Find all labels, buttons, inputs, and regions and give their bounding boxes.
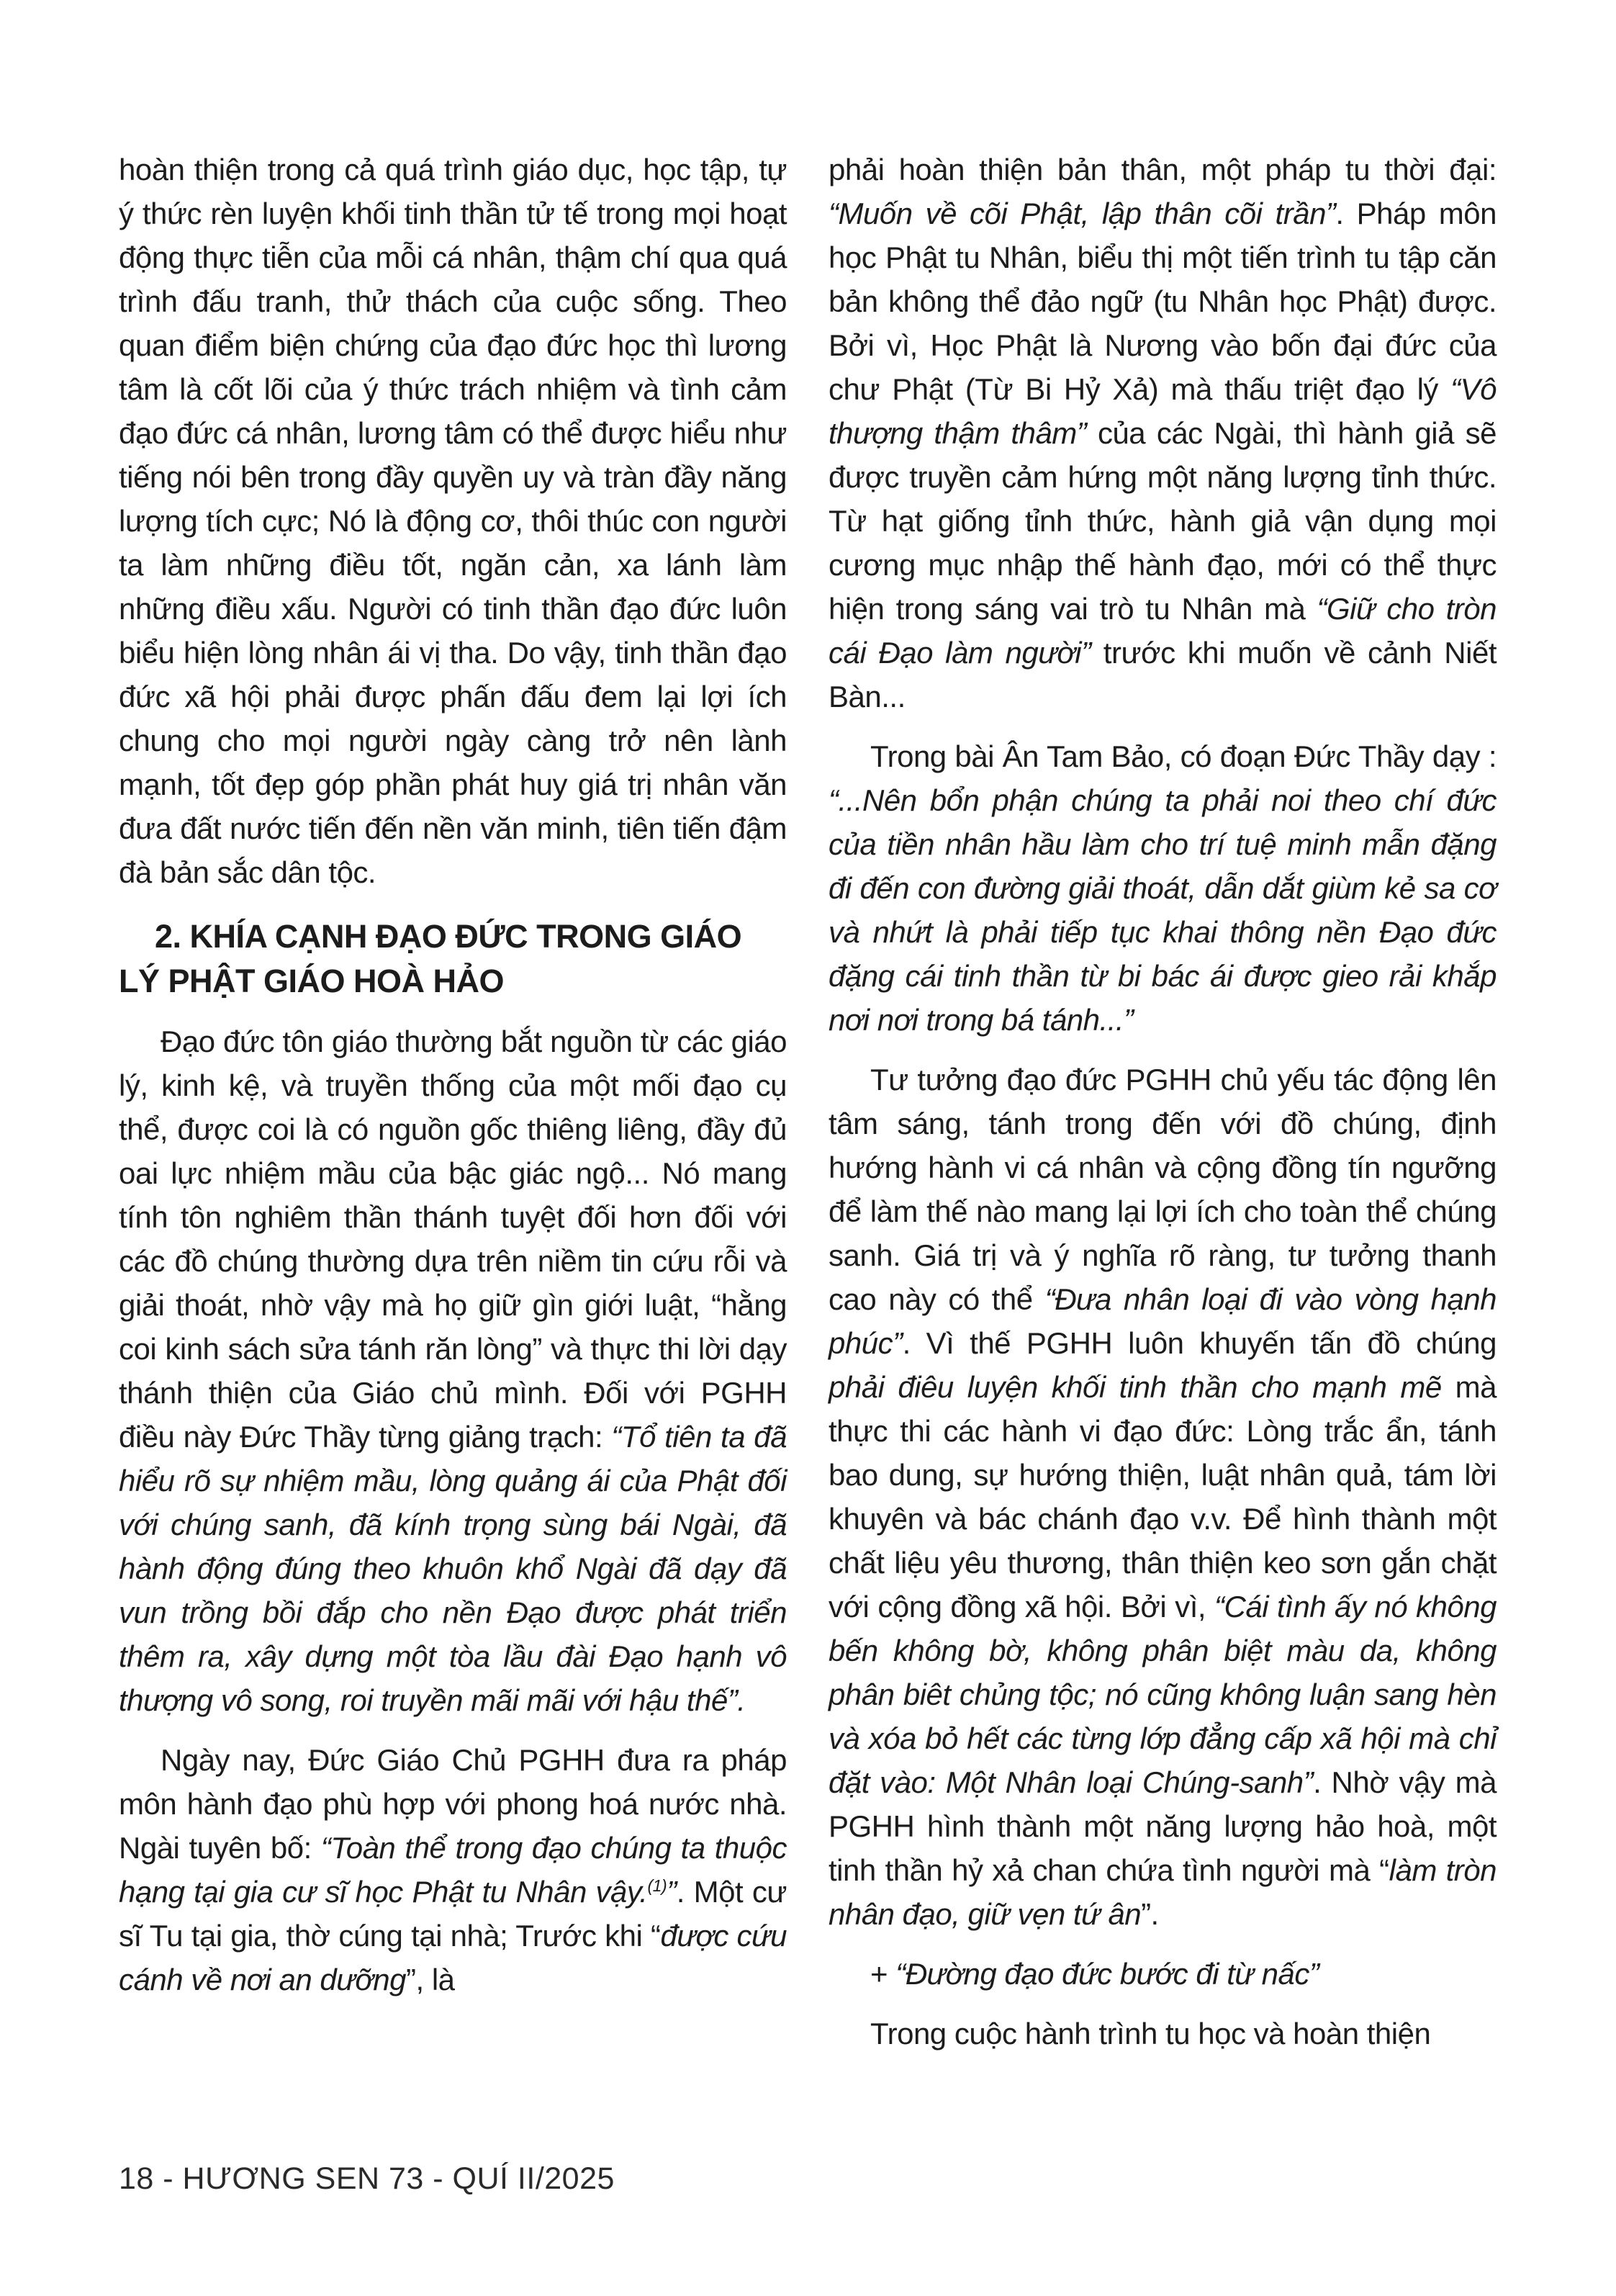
body-text: Trong bài Ân Tam Bảo, có đoạn Đức Thầy dạy : [870, 739, 1497, 773]
paragraph [829, 2012, 1497, 2056]
quoted-italic-text: “Vô thượng thậm thâm” [829, 372, 1497, 450]
body-text: ”, là [406, 1963, 455, 1996]
quoted-italic-text: “Muốn về cõi Phật, lập thân cõi trần” [829, 197, 1336, 230]
paragraph [829, 734, 1497, 1042]
quoted-italic-text: “Tổ tiên ta đã hiểu rõ sự nhiệm mầu, lòng quảng ái của Phật đối với chúng sanh, đã kính trọng sùng bái Ngài, đã hành động đúng theo khuôn khổ Ngài đã dạy đã vun trồng bồi đắp cho nền Đạo được phát triển thêm ra, xây dựng một tòa lầu đài Đạo hạnh vô thượng vô song, roi truyền mãi mãi với hậu thế”. [119, 1420, 787, 1717]
body-text: Trong cuộc hành trình tu học và hoàn thiện [870, 2017, 1431, 2050]
body-text: Ngày nay, Đức Giáo Chủ PGHH đưa ra pháp môn hành đạo phù hợp với phong hoá nước nhà. Ngài tuyên bố: [119, 1743, 787, 1865]
body-text: hoàn thiện trong cả quá trình giáo dục, học tập, tự ý thức rèn luyện khối tinh thần tử tế trong mọi hoạt động thực tiễn của mỗi cá nhân, thậm chí qua quá trình đấu tranh, thử thách của cuộc sống. Theo quan điểm biện chứng của đạo đức học thì lương tâm là cốt lõi của ý thức trách nhiệm và tình cảm đạo đức cá nhân, lương tâm có thể được hiểu như tiếng nói bên trong đầy quyền uy và tràn đầy năng lượng tích cực; Nó là động cơ, thôi thúc con người ta làm những điều tốt, ngăn cản, xa lánh làm những điều xấu. Người có tinh thần đạo đức luôn biểu hiện lòng nhân ái vị tha. Do vậy, tinh thần đạo đức xã hội phải được phấn đấu đem lại lợi ích chung cho mọi người ngày càng trở nên lành mạnh, tốt đẹp góp phần phát huy giá trị nhân văn đưa đất nước tiến đến nền văn minh, tiên tiến đậm đà bản sắc dân tộc. [119, 153, 787, 889]
body-text: trước khi muốn về cảnh Niết Bàn... [829, 636, 1497, 713]
right-column [829, 148, 1497, 2056]
two-column-text-area [119, 148, 1497, 2056]
quoted-italic-text: được cứu cánh về nơi an dưỡng [119, 1919, 787, 1996]
paragraph [119, 1738, 787, 2002]
paragraph [829, 1952, 1497, 1996]
body-text: ”. [1141, 1897, 1159, 1931]
quoted-italic-text: “Cái tình ấy nó không bến không bờ, không phân biệt màu da, không phân biêt chủng tộc; nó cũng không luận sang hèn và xóa bỏ hết các từng lớp đẳng cấp xã hội mà chỉ đặt vào: Một Nhân loại Chúng-sanh” [829, 1590, 1497, 1799]
body-text: Đạo đức tôn giáo thường bắt nguồn từ các giáo lý, kinh kệ, và truyền thống của một mối đạo cụ thể, được coi là có nguồn gốc thiêng liêng, đầy đủ oai lực nhiệm mầu của bậc giác ngộ... Nó mang tính tôn nghiêm thần thánh tuyệt đối hơn đối với các đồ chúng thường dựa trên niềm tin cứu rỗi và giải thoát, nhờ vậy mà họ giữ gìn giới luật, “hằng coi kinh sách sửa tánh răn lòng” và thực thi lời dạy thánh thiện của Giáo chủ mình. Đối với PGHH điều này Đức Thầy từng giảng trạch: [119, 1025, 787, 1454]
body-text: Tư tưởng đạo đức PGHH chủ yếu tác động lên tâm sáng, tánh trong đến với đồ chúng, định hướng hành vi cá nhân và cộng đồng tín ngưỡng để làm thế nào mang lại lợi ích cho toàn thể chúng sanh. Giá trị và ý nghĩa rõ ràng, tư tưởng thanh cao này có thể [829, 1063, 1497, 1316]
left-column [119, 148, 787, 2056]
body-text: . Pháp môn học Phật tu Nhân, biểu thị một tiến trình tu tập căn bản không thể đảo ngữ (tu Nhân học Phật) được. Bởi vì, Học Phật là Nương vào bốn đại đức của chư Phật (Từ Bi Hỷ Xả) mà thấu triệt đạo lý [829, 197, 1497, 406]
quoted-italic-text: “Toàn thể trong đạo chúng ta thuộc hạng tại gia cư sĩ học Phật tu Nhân vậy. [119, 1831, 787, 1909]
paragraph [829, 148, 1497, 719]
quoted-italic-text: “...Nên bổn phận chúng ta phải noi theo chí đức của tiền nhân hầu làm cho trí tuệ minh mẫn đặng đi đến con đường giải thoát, dẫn dắt giùm kẻ sa cơ và nhứt là phải tiếp tục khai thông nền Đạo đức đặng cái tinh thần từ bi bác ái được gieo rải khắp nơi nơi trong bá tánh...” [829, 783, 1497, 1037]
body-text: + [870, 1957, 896, 1991]
quoted-italic-text: “Đường đạo đức bước đi từ nấc” [895, 1957, 1319, 1991]
quoted-italic-text: ” [667, 1875, 677, 1909]
footnote-marker: (1) [647, 1876, 667, 1895]
section-heading [119, 914, 787, 1004]
quoted-italic-text: làm tròn nhân đạo, giữ vẹn tứ ân [829, 1853, 1497, 1931]
quoted-italic-text: “Giữ cho tròn cái Đạo làm người” [829, 592, 1497, 670]
paragraph [829, 1058, 1497, 1936]
quoted-italic-text: phải điêu luyện khối tinh thần cho mạnh mẽ [829, 1370, 1442, 1404]
body-text: của các Ngài, thì hành giả sẽ được truyền cảm hứng một năng lượng tỉnh thức. Từ hạt giống tỉnh thức, hành giả vận dụng mọi cương mục nhập thế hành đạo, mới có thể thực hiện trong sáng vai trò tu Nhân mà [829, 416, 1497, 626]
body-text: mà thực thi các hành vi đạo đức: Lòng trắc ẩn, tánh bao dung, sự hướng thiện, luật nhân quả, tám lời khuyên và bác chánh đạo v.v. Để hình thành một chất liệu yêu thương, thân thiện keo sơn gắn chặt với cộng đồng xã hội. Bởi vì, [829, 1370, 1497, 1624]
body-text: . Vì thế PGHH luôn khuyến tấn đồ chúng [902, 1326, 1497, 1360]
page-footer: 18 - HƯƠNG SEN 73 - QUÍ II/2025 [119, 2161, 615, 2196]
body-text: 2. KHÍA CẠNH ĐẠO ĐỨC TRONG GIÁO LÝ PHẬT GIÁO HOÀ HẢO [119, 918, 742, 999]
paragraph [119, 148, 787, 894]
body-text: . Nhờ vậy mà PGHH hình thành một năng lượng hảo hoà, một tinh thần hỷ xả chan chứa tình người mà “ [829, 1765, 1497, 1887]
body-text: phải hoàn thiện bản thân, một pháp tu thời đại: [829, 153, 1497, 186]
paragraph [119, 1019, 787, 1722]
quoted-italic-text: “Đưa nhân loại đi vào vòng hạnh phúc” [829, 1282, 1497, 1360]
body-text: . Một cư sĩ Tu tại gia, thờ cúng tại nhà; Trước khi “ [119, 1875, 787, 1953]
